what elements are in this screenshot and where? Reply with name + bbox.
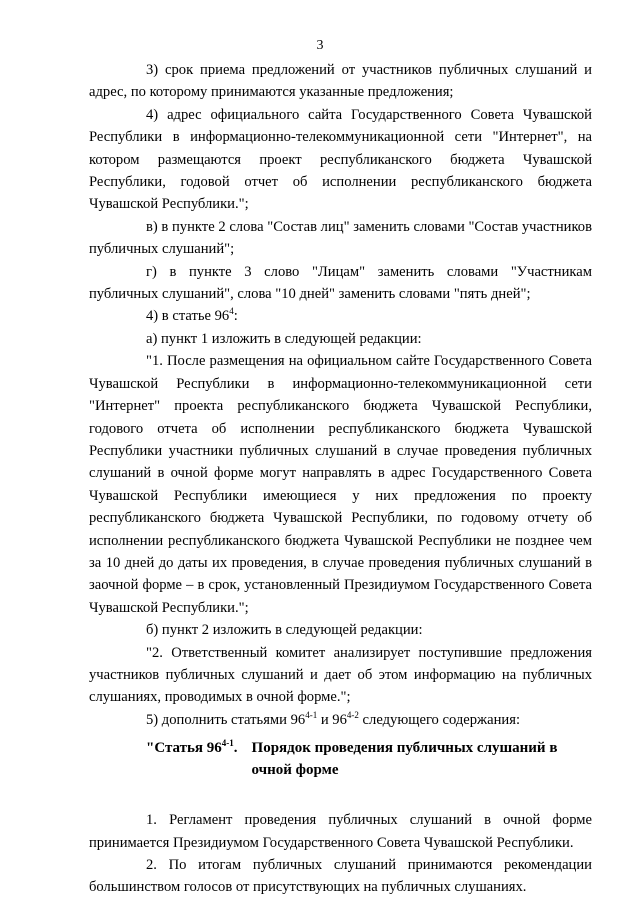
paragraph: 3) срок приема предложений от участников публичных слушаний и адрес, по которому принимаются указанные предложения; (89, 62, 592, 101)
item-5-sup-2: 4-2 (346, 709, 359, 720)
paragraph-point-1: "1. После размещения на официальном сайте Государственного Совета Чувашской Республики в информационно-телекоммуникационной сети "Интернет" проекта республиканского бюджета Чувашской Республики, годового отчета об исполнении республиканского бюджета Чувашской Республики участники публичных слушаний в случае проведения публичных слушаний в очной форме могут направлять в адрес Государственного Совета Чувашской Республики имеющиеся у них предложения по проекту республиканского бюджета Чувашской Республики, по годовому отчету об исполнении республиканского бюджета Чувашской Республики не позднее чем за 10 дней до даты их проведения, в случае проведения публичных слушаний в заочной форме – в срок, установленный Президиумом Государственного Совета Чувашской Республики."; (89, 353, 592, 616)
item-5-pre: 5) дополнить статьями 96 (146, 711, 306, 728)
article-label (146, 737, 238, 759)
paragraph: 4) адрес официального сайта Государственного Совета Чувашской Республики в информационно-телекоммуникационной сети "Интернет", на котором размещаются проект республиканского бюджета Чувашской Республики, годовой отчет об исполнении республиканского бюджета Чувашской Республики."; (89, 106, 592, 213)
article-label-post: . (233, 740, 238, 757)
page-number: 3 (316, 38, 324, 53)
item-5-mid: и 96 (317, 711, 347, 728)
document-body (89, 59, 592, 899)
item-5-post: следующего содержания: (358, 711, 521, 728)
article-heading (146, 737, 592, 781)
article-label-sup: 4-1 (221, 738, 234, 749)
paragraph: в) в пункте 2 слова "Состав лиц" заменить словами "Состав участников публичных слушаний"; (89, 218, 592, 258)
item-4-text: 4) в статье 96 (146, 308, 230, 325)
spacer (89, 781, 592, 809)
paragraph-item-a: а) пункт 1 изложить в следующей редакции: (146, 330, 422, 347)
item-4-sup: 4 (229, 306, 234, 317)
paragraph-item-5 (89, 709, 592, 731)
article-paragraph: 1. Регламент проведения публичных слушаний в очной форме принимается Президиумом Государственного Совета Чувашской Республики. (89, 812, 592, 851)
article-title: Порядок проведения публичных слушаний в очной форме (251, 740, 558, 779)
article-label-pre: "Статья 96 (146, 740, 222, 757)
paragraph: г) в пункте 3 слово "Лицам" заменить словами "Участникам публичных слушаний", слова "10 дней" заменить словами "пять дней"; (89, 263, 592, 303)
paragraph-item-4 (89, 305, 592, 327)
item-4-tail: : (233, 308, 238, 325)
paragraph-point-2: "2. Ответственный комитет анализирует поступившие предложения участников публичных слушаний и дает об этом информацию на публичных слушаниях, проводимых в очной форме."; (89, 644, 592, 706)
paragraph-item-b: б) пункт 2 изложить в следующей редакции: (146, 622, 423, 639)
item-5-sup-1: 4-1 (305, 709, 318, 720)
article-paragraph: 2. По итогам публичных слушаний принимаются рекомендации большинством голосов от присутствующих на публичных слушаниях. (89, 857, 592, 896)
